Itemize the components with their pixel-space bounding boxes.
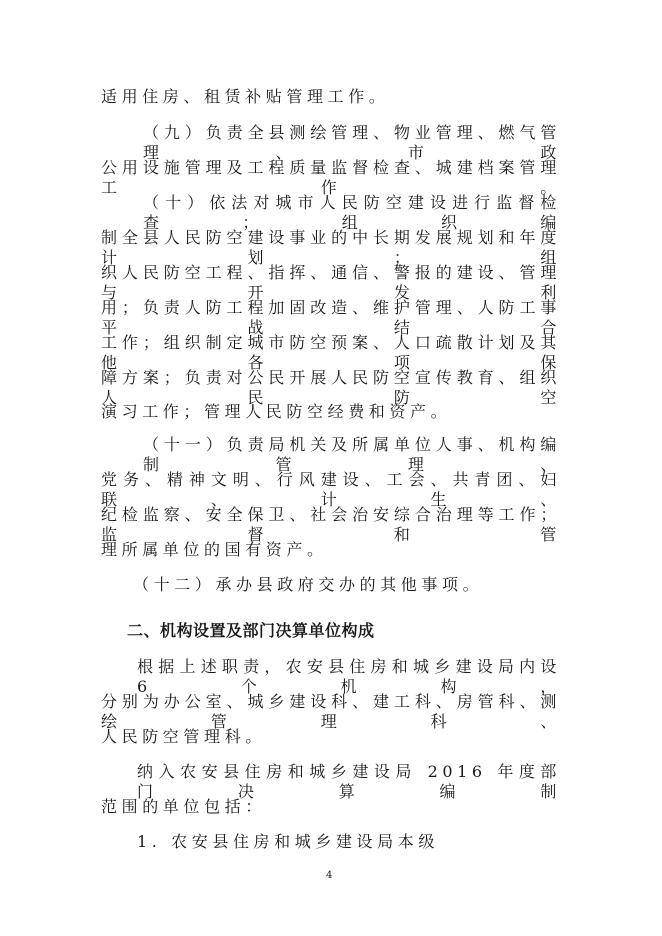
paragraph-line: 用；负责人防工程加固改造、维护管理、人防工事平战结合 bbox=[101, 298, 561, 337]
list-item: 1. 农安县住房和城乡建设局本级 bbox=[137, 832, 439, 851]
paragraph-line: 纳入农安县住房和城乡建设局 2016 年度部门决算编制 bbox=[137, 762, 561, 801]
paragraph-line: 人民防空管理科。 bbox=[101, 727, 266, 746]
paragraph-line: 织人民防空工程、指挥、通信、警报的建设、管理与开发利 bbox=[101, 263, 561, 302]
paragraph-line: 理所属单位的国有资产。 bbox=[101, 540, 328, 559]
paragraph-line: （九）负责全县测绘管理、物业管理、燃气管理、市政 bbox=[143, 123, 561, 162]
paragraph-line: 范围的单位包括： bbox=[101, 797, 266, 816]
section-heading: 二、机构设置及部门决算单位构成 bbox=[127, 621, 375, 640]
page-number: 4 bbox=[326, 870, 333, 881]
paragraph-line: 根据上述职责，农安县住房和城乡建设局内设 6 个机构， bbox=[137, 657, 561, 696]
paragraph-line: 纪检监察、安全保卫、社会治安综合治理等工作；监督和管 bbox=[101, 505, 561, 544]
paragraph-line: （十）依法对城市人民防空建设进行监督检查；组织编 bbox=[143, 193, 561, 232]
paragraph-line: （十一）负责局机关及所属单位人事、机构编制管理、 bbox=[143, 435, 561, 474]
paragraph-line: （十二）承办县政府交办的其他事项。 bbox=[133, 575, 484, 594]
paragraph-line: 制全县人民防空建设事业的中长期发展规划和年度计划；组 bbox=[101, 228, 561, 267]
paragraph-line: 公用设施管理及工程质量监督检查、城建档案管理工作。 bbox=[101, 158, 561, 197]
paragraph-line: 障方案；负责对公民开展人民防空宣传教育、组织人民防空 bbox=[101, 368, 561, 407]
paragraph-line: 工作；组织制定城市防空预案、人口疏散计划及其他各项保 bbox=[101, 333, 561, 372]
paragraph-line: 演习工作；管理人民防空经费和资产。 bbox=[101, 402, 452, 421]
paragraph-line: 适用住房、租赁补贴管理工作。 bbox=[101, 87, 390, 106]
paragraph-line: 分别为办公室、城乡建设科、建工科、房管科、测绘管理科、 bbox=[101, 692, 561, 731]
paragraph-line: 党务、精神文明、行风建设、工会、共青团、妇联、计生、 bbox=[101, 470, 561, 509]
